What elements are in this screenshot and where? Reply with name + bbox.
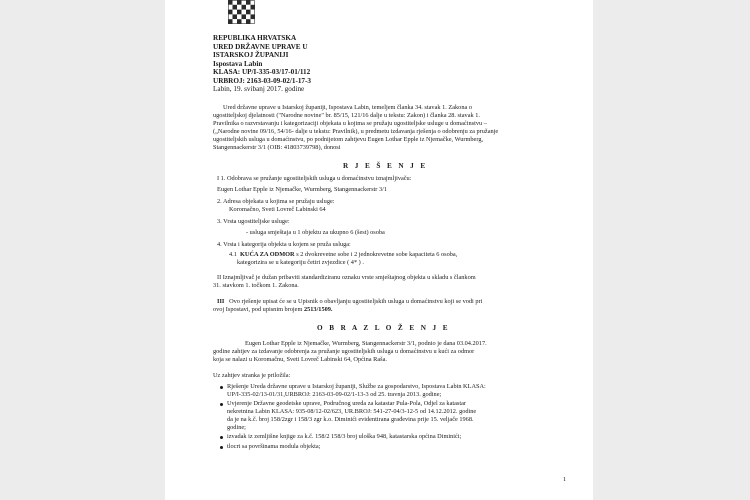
header-office: URED DRŽAVNE UPRAVE U — [213, 42, 308, 51]
item3-registry-number: 2513/1509. — [303, 306, 333, 313]
attachment-line: godine; — [227, 424, 246, 431]
header-country: REPUBLIKA HRVATSKA — [213, 34, 297, 42]
reasoning-line: Eugen Lothar Epple iz Njemačke, Wurmberg, Stangennackerstr 3/1, podnio je dana 03.04.2017. — [245, 340, 487, 347]
header-county: ISTARSKOJ ŽUPANIJI — [213, 51, 289, 59]
header-branch: Ispostava Labin — [213, 59, 263, 68]
intro-line: Ured državne uprave u Istarskoj županiji, Ispostava Labin, temeljem članka 34. stavak 1. Zakona o — [223, 104, 472, 111]
item1-type-detail — [229, 251, 457, 259]
attachment-line: tlocrt sa površinama modula objekta; — [227, 443, 321, 450]
page-number: 1 — [563, 476, 567, 483]
attachment-line: Rješenje Ureda državne uprave u Istarskoj županiji, Službe za gospodarstvo, Ispostava Labin KLASA: — [227, 383, 486, 390]
item3-line — [217, 298, 482, 306]
item1-type-name: KUĆA ZA ODMOR — [240, 251, 295, 258]
intro-line: Pravilnika o razvrstavanju i kategorizaciji objekata u kojima se pružaju ugostiteljske usluge u domaćinstvu – — [213, 120, 487, 127]
intro-line: ugostiteljskoj djelatnosti ("Narodne novine" br. 85/15, 121/16 dalje u tekstu: Zakon) i članka 28. stavak 1. — [213, 112, 480, 119]
item1-service-label: 3. Vrsta ugostiteljske usluge: — [217, 218, 290, 225]
item1-address-value: Koromačno, Sveti Lovreč Labinski 64 — [229, 206, 326, 213]
item2-line: II Iznajmljivač je dužan pribaviti standardiziranu oznaku vrste smještajnog objekta u skladu s člankom — [217, 274, 476, 281]
intro-line: ugostiteljskih usluga u domaćinstvu, po podnijetom zahtjevu Eugen Lothar Epple iz Njemačke, Wurmberg, — [213, 136, 484, 143]
list-bullet-icon — [220, 436, 223, 439]
item3-line2 — [213, 306, 332, 314]
intro-line: („Narodne novine 09/16, 54/16- dalje u tekstu: Pravilnik), u predmetu izdavanja rješenja o odobrenju za pružanje — [213, 128, 499, 135]
intro-line: Stangennackerstr 3/1 (OIB: 41803739798), donosi — [213, 144, 341, 151]
attachment-line: da je na k.č. broj 158/2zgr i 158/3 zgr k.o. Diminići evidentirana građevina prije 15. veljače 1968. — [227, 416, 474, 423]
croatian-coat-of-arms-icon — [228, 0, 255, 24]
reasoning-line: godine zahtjev za izdavanje odobrenja za pružanje ugostiteljskih usluga u domaćinstvu u kući za odmor — [213, 348, 475, 355]
section-title-obrazlozenje: O B R A Z L O Ž E N J E — [317, 324, 450, 332]
list-bullet-icon — [220, 446, 223, 449]
attachment-line: nekretnina Labin KLASA: 935-08/12-02/623, UR.BROJ: 541-27-04/3-12-5 od 14.12.2012. godine — [227, 408, 477, 415]
section-title-rjesenje: R J E Š E N J E — [343, 162, 428, 170]
reasoning-line: koja se nalazi u Koromačnu, Sveti Lovreč Labinski 64, Općina Raša. — [213, 356, 387, 363]
attachments-intro: Uz zahtjev stranka je priložila: — [213, 372, 291, 379]
item1-type-label: 4. Vrsta i kategorija objekta u kojem se pruža usluga: — [217, 241, 351, 248]
list-bullet-icon — [220, 403, 223, 406]
item3-label: III — [217, 298, 225, 305]
document-page — [165, 0, 593, 500]
item1-address-label: 2. Adresa objekata u kojima se pružaju usluge: — [217, 198, 335, 205]
item3-text: Ovo rješenje upisat će se u Upisnik o obavljanju ugostiteljskih usluga u domaćinstvu koji se vodi pri — [229, 298, 483, 305]
header-date: Labin, 19. svibanj 2017. godine — [213, 85, 305, 93]
item1-type-number: 4.1 — [229, 251, 237, 258]
item1-heading: I 1. Odobrava se pružanje ugostiteljskih usluga u domaćinstvu iznajmljivaču: — [217, 175, 412, 182]
header-urbroj: URBROJ: 2163-03-09-02/1-17-3 — [213, 76, 312, 85]
item1-service-value: - usluga smještaja u 1 objektu za ukupno 6 (šest) osoba — [246, 229, 385, 236]
item2-line: 31. stavkom 1. točkom 1. Zakona. — [213, 282, 299, 289]
attachment-line: izvadak iz zemljišne knjige za k.č. 158/2 158/3 broj uloška 948, katastarska općina Diminići; — [227, 433, 462, 440]
attachment-line: Uvjerenje Državne geodetske uprave, Područnog ureda za katastar Pula-Pola, Odjel za katastar — [227, 400, 467, 407]
item1-name: Eugen Lothar Epple iz Njemačke, Wurmberg, Stangennackerstr 3/1 — [217, 186, 387, 193]
item3-registry-text: ovoj Ispostavi, pod upisnim brojem — [213, 306, 303, 313]
item1-type-rooms: s 2 dvokrevetne sobe i 2 jednokrevetne sobe kapaciteta 6 osoba, — [296, 251, 458, 258]
attachment-line: UP/I-335-02/13-01/31,URBROJ: 2163-03-09-02/1-13-3 od 25. travnja 2013. godine; — [227, 391, 442, 398]
list-bullet-icon — [220, 386, 223, 389]
item1-type-category: kategorizira se u kategoriju četiri zvjezdice ( 4* ) . — [237, 259, 364, 266]
header-klasa: KLASA: UP/I-335-03/17-01/112 — [213, 68, 311, 76]
